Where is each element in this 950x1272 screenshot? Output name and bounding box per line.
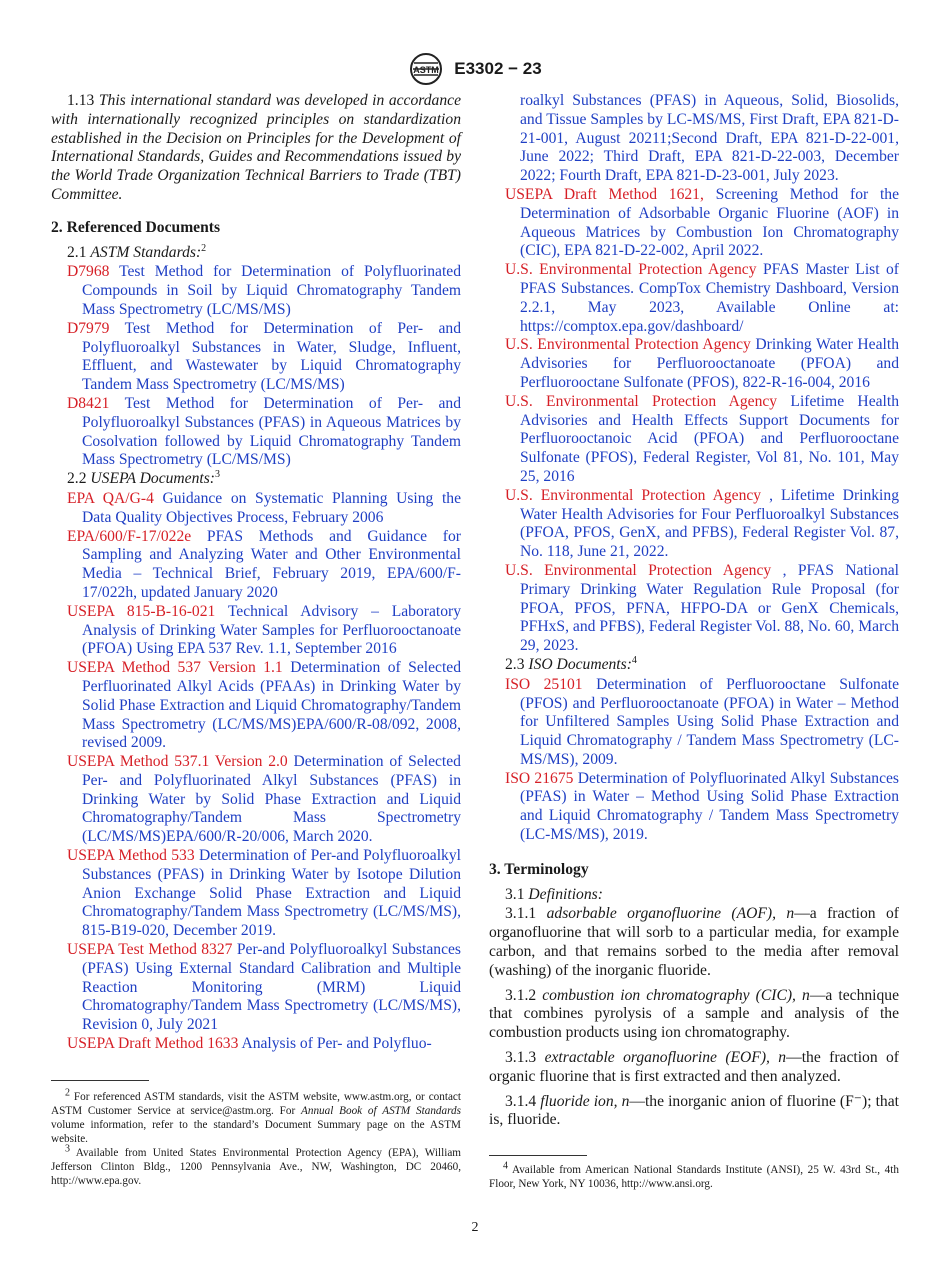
footnote-rule-left <box>51 1080 149 1081</box>
reference-item[interactable]: D7979 Test Method for Determination of Per- and Polyfluoroalkyl Substances in Water, Sludge, Influent, Effluent, and Wastewater by Liquid Chromatography Tandem Mass Spectrometry (LC/MS/MS) <box>67 319 461 394</box>
subsection-3-1: 3.1 Definitions: <box>505 885 603 903</box>
reference-item[interactable]: USEPA Draft Method 1621, Screening Method for the Determination of Adsorbable Organic Fluorine (AOF) in Aqueous Matrices by Combustion Ion Chromatography (CIC), EPA 821-D-22-002, April 2022. <box>505 185 900 260</box>
subsection-2-2: 2.2 USEPA Documents:$^3$ <box>67 468 220 488</box>
footnote-rule-right <box>489 1155 587 1156</box>
reference-item[interactable]: USEPA 815-B-16-021 Technical Advisory – Laboratory Analysis of Drinking Water Samples for Perfluorooctanoate (PFOA) Using EPA 537 Rev. 1.1, September 2016 <box>67 602 461 658</box>
reference-item[interactable]: USEPA Draft Method 1633 Analysis of Per- and Polyfluo- <box>67 1035 432 1053</box>
reference-item[interactable]: U.S. Environmental Protection Agency Drinking Water Health Advisories for Perfluorooctanoate (PFOA) and Perfluorooctane Sulfonate (PFOS), 822-R-16-004, 2016 <box>505 336 899 391</box>
reference-item[interactable]: EPA QA/G-4 Guidance on Systematic Planning Using the Data Quality Objectives Process, February 2006 <box>67 489 462 526</box>
subsection-2-1: 2.1 ASTM Standards:$^2$ <box>67 242 207 261</box>
section-heading-terminology: 3. Terminology <box>489 860 589 878</box>
reference-item[interactable]: U.S. Environmental Protection Agency , Lifetime Drinking Water Health Advisories for Four Perfluoroalkyl Substances (PFOA, PFOS, GenX, and PFBS), Federal Register Vol. 87, No. 118, June 21, 2022. <box>505 486 899 561</box>
reference-continued[interactable]: roalkyl Substances (PFAS) in Aqueous, Solid, Biosolids, and Tissue Samples by LC-MS/MS, First Draft, EPA 821-D-21-001, August 20211;Second Draft, EPA 821-D-22-001, June 2022; Third Draft, EPA 821-D-22-003, December 2022; Fourth Draft, EPA 821-D-23-001, July 2023. <box>520 92 899 185</box>
astm-logo-icon <box>408 52 444 86</box>
reference-item[interactable]: EPA/600/F-17/022e PFAS Methods and Guidance for Sampling and Analyzing Water and Other Environmental Media – Technical Brief, February 2019, EPA/600/F-17/022h, updated January 2020 <box>67 527 461 601</box>
standard-designation: E3302 − 23 <box>454 59 542 78</box>
astm-reference-list <box>51 263 461 470</box>
iso-reference-list <box>489 676 899 845</box>
paragraph-1-13: 1.13 This international standard was developed in accordance with internationally recognized principles on standardization established in the Decision on Principles for the Development of International Standards, Guides and Recommendations issued by the World Trade Organization Technical Barriers to Trade (TBT) Committee. <box>51 92 461 203</box>
reference-item[interactable]: ISO 25101 Determination of Perfluorooctane Sulfonate (PFOS) and Perfluorooctanoate (PFOA) in Water – Method for Unfiltered Samples Using Solid Phase Extraction and Liquid Chromatography / Tandem Mass Spectrometry (LC-MS/MS), 2009. <box>505 675 899 768</box>
svg-text:ASTM: ASTM <box>413 65 440 75</box>
footnotes-left <box>51 1087 461 1188</box>
reference-item[interactable]: D7968 Test Method for Determination of Polyfluorinated Compounds in Soil by Liquid Chromatography Tandem Mass Spectrometry (LC/MS/MS) <box>67 263 461 318</box>
definition-3-1-1: 3.1.1 adsorbable organofluorine (AOF), n—a fraction of organofluorine that will sorb to a particular media, for example carbon, and that remains sorbed to the media after removal (washing) of the inorganic fluoride. <box>489 905 899 979</box>
reference-item[interactable]: U.S. Environmental Protection Agency , PFAS National Primary Drinking Water Regulation Rule Proposal (for PFOA, PFOS, PFNA, HFPO-DA or GenX Chemicals, PFHxS, and PFBS), Federal Register Vol. 88, No. 60, March 29, 2023. <box>505 561 899 655</box>
reference-item[interactable]: ISO 21675 Determination of Polyfluorinated Alkyl Substances (PFAS) in Water – Method Using Solid Phase Extraction and Liquid Chromatography / Tandem Mass Spectrometry (LC-MS/MS), 2019. <box>505 769 899 844</box>
page-number: 2 <box>471 1220 479 1235</box>
reference-item[interactable]: USEPA Method 537.1 Version 2.0 Determination of Selected Per- and Polyfluorinated Alkyl Substances (PFAS) in Drinking Water by Solid Phase Extraction and Liquid Chromatography/Tandem Mass Spectrometry (LC/MS/MS)EPA/600/R-20/006, March 2020. <box>67 753 461 846</box>
subsection-2-3: 2.3 ISO Documents:$^4$ <box>505 654 637 673</box>
reference-item[interactable]: USEPA Method 533 Determination of Per-and Polyfluoroalkyl Substances (PFAS) in Drinking Water by Isotope Dilution Anion Exchange Solid Phase Extraction and Liquid Chromatography/Tandem Mass Spectrometry (LC/MS/MS), 815-B19-020, December 2019. <box>67 847 461 940</box>
left-column <box>51 92 461 1054</box>
reference-item[interactable]: U.S. Environmental Protection Agency Lifetime Health Advisories and Health Effects Support Documents for Perfluorooctanoic Acid (PFOA) and Perfluorooctane Sulfonate (PFOS), Federal Register, Vol 81, No. 101, May 25, 2016 <box>505 392 899 485</box>
reference-item[interactable]: USEPA Method 537 Version 1.1 Determination of Selected Perfluorinated Alkyl Acids (PFAAs) in Drinking Water by Solid Phase Extraction and Liquid Chromatography/Tandem Mass Spectrometry (LC/MS/MS)EPA/600/R-08/092, 2008, revised 2009. <box>67 659 461 752</box>
reference-item[interactable]: D8421 Test Method for Determination of Per- and Polyfluoroalkyl Substances (PFAS) in Aqueous Matrices by Cosolvation followed by Liquid Chromatography Tandem Mass Spectrometry (LC/MS/MS) <box>67 394 461 469</box>
footnote-4: $^4$ Available from American National Standards Institute (ANSI), 25 W. 43rd St., 4th Floor, New York, NY 10036, http://www.ansi.org. <box>489 1160 899 1190</box>
reference-item[interactable]: U.S. Environmental Protection Agency PFAS Master List of PFAS Substances. CompTox Chemistry Dashboard, Version 2.2.1, May 2023, Available Online at: https://comptox.epa.gov/dashboard/ <box>505 261 900 335</box>
footnote-3: $^3$ Available from United States Environmental Protection Agency (EPA), William Jefferson Clinton Bldg., 1200 Pennsylvania Ave., NW, Washington, DC 20460, http://www.epa.gov. <box>51 1143 461 1187</box>
reference-item[interactable]: USEPA Test Method 8327 Per-and Polyfluoroalkyl Substances (PFAS) Using External Standard Calibration and Multiple Reaction Monitoring (MRM) Liquid Chromatography/Tandem Mass Spectrometry (LC/MS/MS), Revision 0, July 2021 <box>67 941 461 1034</box>
footnote-2: $^2$ For referenced ASTM standards, visit the ASTM website, www.astm.org, or contact ASTM Customer Service at service@astm.org. For Annual Book of ASTM Standards volume information, refer to the standard’s Document Summary page on the ASTM website. <box>51 1087 461 1145</box>
definition-3-1-2: 3.1.2 combustion ion chromatography (CIC), n—a technique that combines pyrolysis of a sample and analysis of the combustion products using ion chromatography. <box>489 986 900 1042</box>
right-column <box>489 92 899 1136</box>
page-header <box>0 52 950 86</box>
section-heading-referenced-documents: 2. Referenced Documents <box>51 218 221 236</box>
definition-3-1-4: 3.1.4 fluoride ion, n—the inorganic anion of fluorine (F⁻); that is, fluoride. <box>489 1092 899 1129</box>
definition-3-1-3: 3.1.3 extractable organofluorine (EOF), n—the fraction of organic fluorine that is first extracted and then analyzed. <box>489 1049 899 1085</box>
epa-reference-list <box>51 490 461 1054</box>
footnotes-right <box>489 1160 899 1191</box>
epa-reference-list-continued <box>489 186 899 656</box>
